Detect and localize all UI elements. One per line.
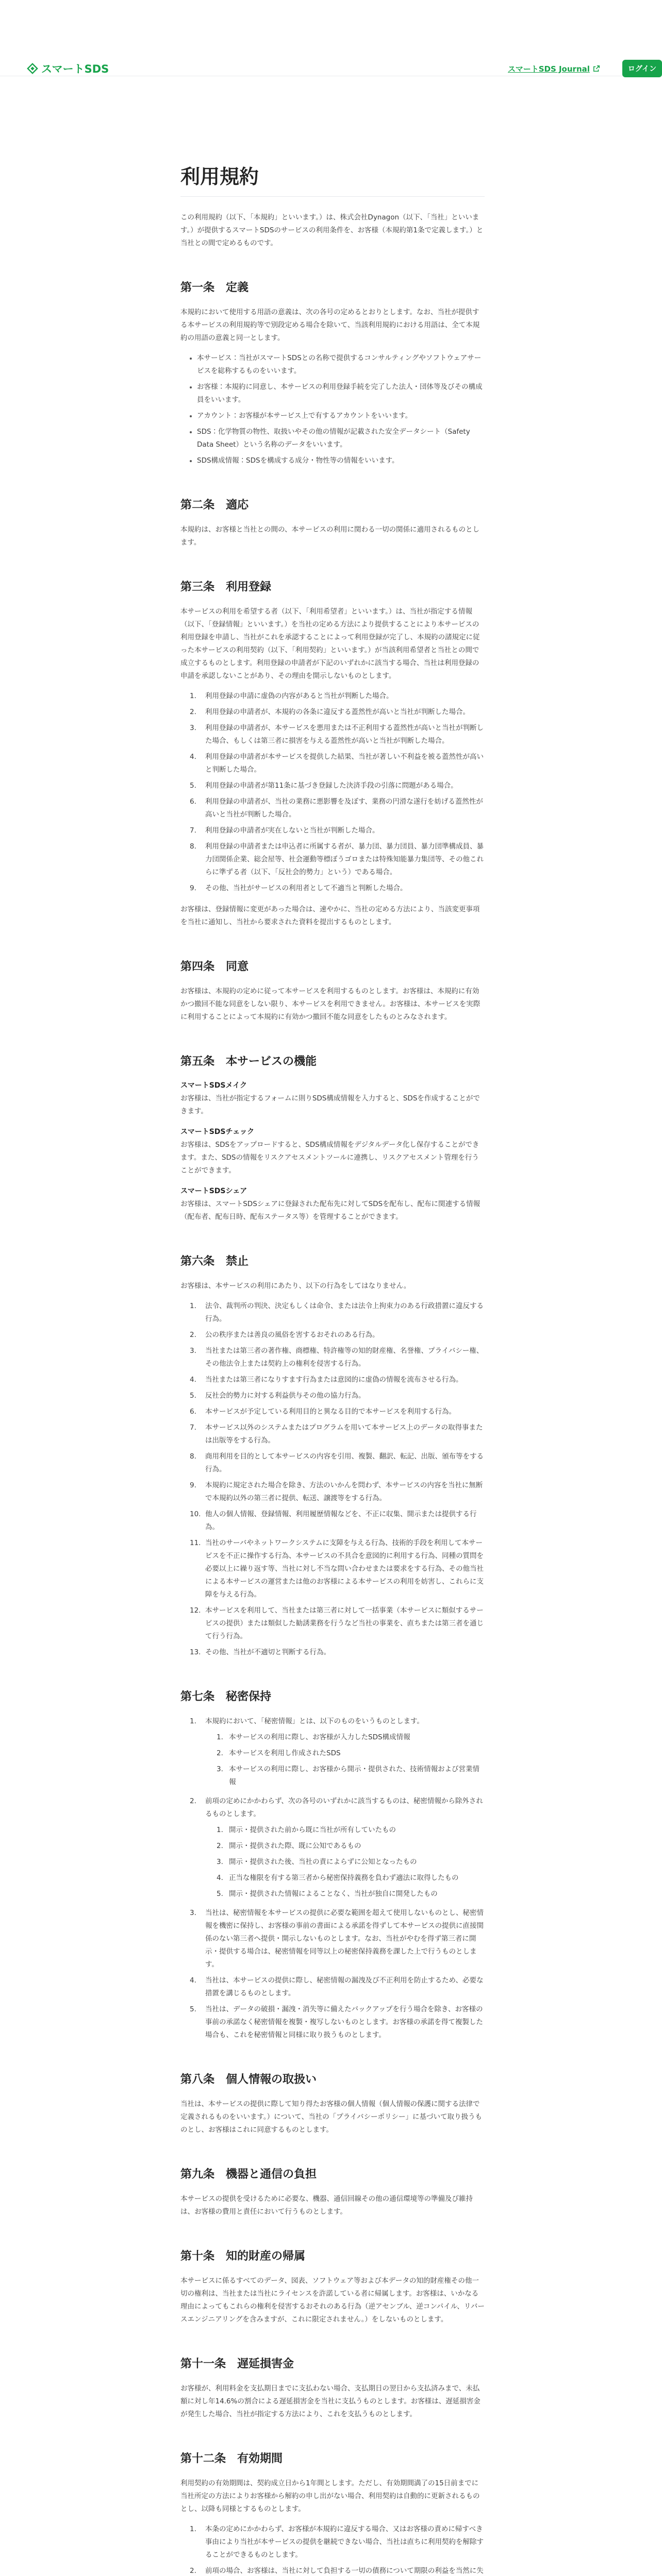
intro-text: この利用規約（以下、「本規約」といいます。）は、株式会社Dynagon（以下、「当社」といいます。）が提供するスマートSDSのサービスの利用条件を、お客様（本規約第1条で定義します。）と当社との間で定めるものです。	[180, 213, 484, 247]
item-text: 本サービスを利用して、当社または第三者に対して一括事業（本サービスに類似するサービスの提供）または類似した勧誘業務を行うなど当社の事業を、直ちまたは第三者を通じて行う行為。	[205, 1606, 484, 1640]
numbered-list	[190, 1300, 485, 1659]
article-section	[180, 2450, 485, 2576]
item-number: 1.	[190, 692, 196, 700]
definition-item: お客様：本規約に同意し、本サービスの利用登録手続を完了した法人・団体等及びその構成員をいいます。	[190, 381, 485, 406]
sub-item	[217, 1824, 485, 1837]
numbered-item	[190, 1479, 485, 1505]
article-paragraph: お客様が、利用料金を支払期日までに支払わない場合、支払期日の翌日から支払済みまで、未払額に対し年14.6%の割合による遅延損害金を当社に支払うものとします。お客様は、遅延損害金が発生した場合、当社が指定する方法により、これを支払うものとします。	[180, 2384, 481, 2418]
definition-list	[190, 352, 485, 467]
sub-list	[217, 1731, 485, 1789]
item-number: 2.	[190, 2567, 196, 2575]
item-text: 利用登録の申請者が、当社の業務に悪影響を及ぼす、業務の円滑な遂行を妨げる蓋然性が高いと当社が判断した場合。	[205, 798, 483, 819]
article-paragraph: 本サービスに係るすべてのデータ、図表、ソフトウェア等および本データの知的財産権その他一切の権利は、当社または当社にライセンスを許諾している者に帰属します。お客様は、いかなる理由によってもこれらの権利を侵害するおそれのある行為（逆アセンブル、逆コンパイル、リバースエンジニアリングを含みますが、これに限定されません。）をしないものとします。	[180, 2277, 485, 2324]
feature-description: お客様は、当社が指定するフォームに則りSDS構成情報を入力すると、SDSを作成することができます。	[180, 1094, 480, 1115]
article-title: 第九条 機器と通信の負担	[180, 2168, 317, 2181]
article-section	[180, 1252, 485, 1659]
article-section	[180, 1053, 485, 1224]
article-section	[180, 578, 485, 929]
item-text: 利用登録の申請者が第11条に基づき登録した決済手段の引落に問題がある場合。	[205, 782, 458, 790]
article-section	[180, 279, 485, 467]
item-number: 1.	[190, 1717, 196, 1725]
article-paragraph: 当社は、本サービスの提供に際して知り得たお客様の個人情報（個人情報の保護に関する法律で定義されるものをいいます。）について、当社の「プライバシーポリシー」に基づいて取り扱うものとし、お客様はこれに同意するものとします。	[180, 2100, 482, 2134]
sub-item-number: 3.	[217, 1765, 223, 1773]
item-text: 当社は、秘密情報を本サービスの提供に必要な範囲を超えて使用しないものとし、秘密情報を機密に保持し、お客様の事前の書面による承諾を得ずして本サービスの提供に直接関係のない第三者へ提供・開示しないものとします。なお、当社がやむを得ず第三者に開示・提供する場合は、秘密情報を同等以上の秘密保持義務を課した上で行うものとします。	[205, 1909, 484, 1969]
item-number: 8.	[190, 1452, 196, 1461]
sub-item-text: 開示・提供された後、当社の責によらずに公知となったもの	[229, 1858, 417, 1866]
numbered-item	[190, 1300, 485, 1326]
item-text: 反社会的勢力に対する利益供与その他の協力行為。	[205, 1392, 366, 1400]
definition-item: アカウント：お客様が本サービス上で有するアカウントをいいます。	[190, 410, 485, 422]
sub-item-text: 開示・提供された情報によることなく、当社が独自に開発したもの	[229, 1890, 438, 1898]
item-text: 法令、裁判所の判決、決定もしくは命令、または法令上拘束力のある行政措置に違反する行為。	[205, 1302, 484, 1323]
article-title: 第三条 利用登録	[180, 581, 272, 594]
numbered-item	[190, 1715, 485, 1792]
sub-item-number: 1.	[217, 1826, 223, 1834]
item-text: その他、当社がサービスの利用者として不適当と判断した場合。	[205, 884, 407, 892]
article-section	[180, 2165, 485, 2218]
item-text: 公の秩序または善良の風俗を害するおそれのある行為。	[205, 1331, 379, 1339]
numbered-item	[190, 706, 485, 719]
item-text: 利用登録の申請者が実在しないと当社が判断した場合。	[205, 826, 379, 835]
logo-icon	[27, 63, 38, 74]
sub-item-text: 本サービスを利用し作成されたSDS	[229, 1749, 341, 1757]
sub-item	[217, 1856, 485, 1869]
article-paragraph: 本規約において使用する用語の意義は、次の各号の定めるとおりとします。なお、当社が提供する本サービスの利用規約等で別段定める場合を除いて、当該利用規約における用語は、全て本規約の用語の意義と同一とします。	[180, 308, 480, 342]
item-body	[205, 1795, 485, 1904]
article-title: 第十条 知的財産の帰属	[180, 2250, 306, 2263]
numbered-item	[190, 824, 485, 837]
item-number: 13.	[190, 1648, 201, 1656]
feature-heading: スマートSDSシェア	[180, 1187, 247, 1195]
item-number: 7.	[190, 826, 196, 835]
item-text: 本サービスが予定している利用目的と異なる目的で本サービスを利用する行為。	[205, 1408, 456, 1416]
definition-item: SDS構成情報：SDSを構成する成分・物性等の情報をいいます。	[190, 454, 485, 467]
article-section	[180, 2247, 485, 2326]
numbered-list	[190, 1715, 485, 2042]
item-number: 6.	[190, 798, 196, 806]
article-section	[180, 1688, 485, 2042]
item-text: 本サービス以外のシステムまたはプログラムを用いて本サービス上のデータの取得事または出版等をする行為。	[205, 1423, 483, 1445]
article-section	[180, 496, 485, 549]
external-link-icon	[593, 65, 600, 72]
logo-text: スマートSDS	[41, 63, 109, 75]
item-number: 9.	[190, 1481, 196, 1489]
numbered-item	[190, 882, 485, 895]
sub-item-number: 4.	[217, 1874, 223, 1882]
item-number: 6.	[190, 1408, 196, 1416]
item-number: 10.	[190, 1510, 201, 1518]
item-text: 前項の場合、お客様は、当社に対して負担する一切の債務について期限の利益を当然に失	[205, 2567, 484, 2575]
articles-list	[180, 279, 485, 2576]
item-number: 1.	[190, 2525, 196, 2533]
article-title: 第四条 同意	[180, 960, 249, 973]
sub-item-text: 開示・提供された際、既に公知であるもの	[229, 1842, 361, 1850]
numbered-item	[190, 2523, 485, 2562]
item-body	[205, 2003, 485, 2042]
item-text: 当社は、データの破損・漏洩・消失等に備えたバックアップを行う場合を除き、お客様の事前の承諾なく秘密情報を複製・複写しないものとします。お客様の承諾を得て複製した場合も、これを秘密情報と同様に取り扱うものとします。	[205, 2005, 483, 2039]
sub-item	[217, 1872, 485, 1885]
sub-item-text: 本サービスの利用に際し、お客様から開示・提供された、技術情報および営業情報	[229, 1765, 479, 1786]
article-paragraph: お客様は、本規約の定めに従って本サービスを利用するものとします。お客様は、本規約に有効かつ撤回不能な同意をしない限り、本サービスを利用できません。お客様は、本サービスを実際に利用することによって本規約に有効かつ撤回不能な同意をしたものとみなされます。	[180, 987, 481, 1021]
sub-list	[217, 1824, 485, 1901]
item-number: 4.	[190, 753, 196, 761]
item-number: 7.	[190, 1423, 196, 1432]
feature-description: お客様は、スマートSDSシェアに登録された配布先に対してSDSを配布し、配布に関連する情報（配布者、配布日時、配布ステータス等）を管理することができます。	[180, 1200, 481, 1221]
article-paragraph: 本規約は、お客様と当社との間の、本サービスの利用に関わる一切の関係に適用されるものとします。	[180, 526, 479, 547]
item-number: 2.	[190, 1331, 196, 1339]
numbered-list	[190, 690, 485, 895]
article-section	[180, 958, 485, 1024]
item-text: 本規約において、「秘密情報」とは、以下のものをいうものとします。	[205, 1717, 424, 1725]
item-text: 前項の定めにかかわらず、次の各号のいずれかに該当するものは、秘密情報から除外されるものとします。	[205, 1797, 483, 1818]
item-number: 3.	[190, 1347, 196, 1355]
item-number: 5.	[190, 1392, 196, 1400]
numbered-item	[190, 1537, 485, 1601]
numbered-item	[190, 1646, 485, 1659]
sub-item-number: 2.	[217, 1842, 223, 1850]
sub-item	[217, 1747, 485, 1760]
sub-item-number: 5.	[217, 1890, 223, 1898]
item-number: 5.	[190, 2005, 196, 2013]
item-number: 5.	[190, 782, 196, 790]
item-text: 利用登録の申請者が、本サービスを悪用または不正利用する蓋然性が高いと当社が判断した場合、もしくは第三者に損害を与える蓋然性が高いと当社が判断した場合。	[205, 724, 484, 745]
item-number: 3.	[190, 1909, 196, 1917]
article-title: 第二条 適応	[180, 499, 249, 512]
article-paragraph: お客様は、登録情報に変更があった場合は、速やかに、当社の定める方法により、当該変更事項を当社に通知し、当社から要求された資料を提出するものとします。	[180, 905, 480, 926]
feature-heading: スマートSDSメイク	[180, 1081, 247, 1090]
feature-heading: スマートSDSチェック	[180, 1128, 255, 1136]
item-text: 利用登録の申請に虚偽の内容があると当社が判断した場合。	[205, 692, 393, 700]
item-body	[205, 1907, 485, 1971]
item-text: その他、当社が不適切と判断する行為。	[205, 1648, 330, 1656]
item-number: 4.	[190, 1976, 196, 1985]
numbered-item	[190, 1329, 485, 1342]
numbered-list	[190, 2523, 485, 2576]
article-paragraph: お客様は、本サービスの利用にあたり、以下の行為をしてはなりません。	[180, 1282, 411, 1290]
article-section	[180, 2355, 485, 2421]
site-logo[interactable]	[27, 61, 109, 76]
item-body	[205, 1974, 485, 2000]
article-title: 第十一条 遅延損害金	[180, 2358, 294, 2370]
journal-link[interactable]	[508, 63, 600, 74]
definition-item: SDS：化学物質の物性、取扱いやその他の情報が記載された安全データシート（Safety Data Sheet）という名称のデータをいいます。	[190, 426, 485, 451]
numbered-item	[190, 1907, 485, 1971]
page-title: 利用規約	[180, 161, 485, 197]
article-paragraph: 本サービスの利用を希望する者（以下、「利用希望者」といいます。）は、当社が指定する情報（以下、「登録情報」といいます。）を当社の定める方法により提供することにより本サービスの利用登録を申請し、当社がこれを承認することによって利用登録が完了し、本規約の諸規定に従った本サービスの利用契約（以下、「利用契約」といいます。）が当該利用希望者と当社との間で成立するものとします。利用登録の申請者が下記のいずれかに該当する場合、当社は利用登録の申請を承認しないことがあり、その理由を開示しないものとします。	[180, 607, 480, 680]
item-text: 当社または第三者の著作権、商標権、特許権等の知的財産権、名誉権、プライバシー権、その他法令上または契約上の権利を侵害する行為。	[205, 1347, 484, 1368]
sub-item-number: 2.	[217, 1749, 223, 1757]
item-number: 11.	[190, 1539, 201, 1547]
numbered-item	[190, 2565, 485, 2576]
numbered-item	[190, 840, 485, 879]
article-title: 第六条 禁止	[180, 1255, 249, 1268]
numbered-item	[190, 795, 485, 821]
numbered-item	[190, 1374, 485, 1386]
item-text: 本規約に規定された場合を除き、方法のいかんを問わず、本サービスの内容を当社に無断で本規約以外の第三者に提供、転送、譲渡等をする行為。	[205, 1481, 483, 1502]
sub-item-text: 開示・提供された前から既に当社が所有していたもの	[229, 1826, 396, 1834]
item-number: 1.	[190, 1302, 196, 1310]
numbered-item	[190, 1604, 485, 1643]
article-paragraph: 本サービスの提供を受けるために必要な、機器、通信回線その他の通信環境等の準備及び維持は、お客様の費用と責任において行うものとします。	[180, 2195, 473, 2216]
item-number: 8.	[190, 842, 196, 851]
item-number: 3.	[190, 724, 196, 732]
numbered-item	[190, 751, 485, 776]
sub-item	[217, 1763, 485, 1789]
numbered-item	[190, 779, 485, 792]
article-paragraph: 利用契約の有効期間は、契約成立日から1年間とします。ただし、有効期間満了の15日前までに当社所定の方法によりお客様から解約の申し出がない場合、利用契約は自動的に更新されるものとし、以降も同様とするものとします。	[180, 2479, 480, 2513]
item-text: 本条の定めにかかわらず、お客様が本規約に違反する場合、又はお客様の責めに帰すべき事由により当社が本サービスの提供を継続できない場合、当社は直ちに利用契約を解除することができるものとします。	[205, 2525, 484, 2559]
article-title: 第五条 本サービスの機能	[180, 1055, 317, 1068]
item-text: 利用登録の申請者が本サービスを提供した結果、当社が著しい不利益を被る蓋然性が高いと判断した場合。	[205, 753, 484, 774]
article-title: 第十二条 有効期間	[180, 2452, 283, 2465]
sub-item	[217, 1840, 485, 1853]
numbered-item	[190, 722, 485, 748]
numbered-item	[190, 1974, 485, 2000]
sub-item-number: 1.	[217, 1733, 223, 1741]
item-text: 商用利用を目的として本サービスの内容を引用、複製、翻訳、転記、出版、頒布等をする行為。	[205, 1452, 484, 1473]
article-title: 第一条 定義	[180, 281, 249, 294]
item-text: 当社のサーバやネットワークシステムに支障を与える行為、技術的手段を利用して本サービスを不正に操作する行為、本サービスの不具合を意図的に利用する行為、同種の質問を必要以上に繰り返す等、当社に対し不当な問い合わせまたは要求をする行為、その他当社による本サービスの運営または他のお客様による本サービスの利用を妨害し、これらに支障を与える行為。	[205, 1539, 484, 1599]
item-number: 12.	[190, 1606, 201, 1615]
item-number: 9.	[190, 884, 196, 892]
site-header	[0, 0, 662, 76]
numbered-item	[190, 1421, 485, 1447]
item-text: 当社は、本サービスの提供に際し、秘密情報の漏洩及び不正利用を防止するため、必要な措置を講じるものとします。	[205, 1976, 484, 1997]
journal-link-label: スマートSDS Journal	[508, 64, 590, 74]
sub-item-text: 正当な権限を有する第三者から秘密保持義務を負わず適法に取得したもの	[229, 1874, 459, 1882]
numbered-item	[190, 1795, 485, 1904]
numbered-item	[190, 1389, 485, 1402]
numbered-item	[190, 1405, 485, 1418]
item-number: 2.	[190, 708, 196, 716]
item-text: 他人の個人情報、登録情報、利用履歴情報などを、不正に収集、開示または提供する行為。	[205, 1510, 477, 1531]
article-title: 第八条 個人情報の取扱い	[180, 2073, 317, 2086]
sub-item-number: 3.	[217, 1858, 223, 1866]
feature-description: お客様は、SDSをアップロードすると、SDS構成情報をデジタルデータ化し保存することができます。また、SDSの情報をリスクアセスメントツールに連携し、リスクアセスメント管理を行うことができます。	[180, 1141, 479, 1175]
numbered-item	[190, 2003, 485, 2042]
item-text: 当社または第三者になりすます行為または意図的に虚偽の情報を流布させる行為。	[205, 1376, 463, 1384]
article-section	[180, 2071, 485, 2137]
login-button[interactable]: ログイン	[622, 60, 662, 77]
item-number: 2.	[190, 1797, 196, 1805]
definition-item: 本サービス：当社がスマートSDSとの名称で提供するコンサルティングやソフトウェアサービスを総称するものをいいます。	[190, 352, 485, 378]
numbered-item	[190, 1508, 485, 1534]
sub-item	[217, 1888, 485, 1901]
article-title: 第七条 秘密保持	[180, 1690, 272, 1703]
item-body	[205, 1715, 485, 1792]
item-text: 利用登録の申請者または申込者に所属する者が、暴力団、暴力団員、暴力団準構成員、暴力団関係企業、総会屋等、社会運動等標ぼうゴロまたは特殊知能暴力集団等、その他これらに準ずる者（以下、「反社会的勢力」という）である場合。	[205, 842, 484, 876]
numbered-item	[190, 1345, 485, 1370]
item-number: 4.	[190, 1376, 196, 1384]
sub-item-text: 本サービスの利用に際し、お客様が入力したSDS構成情報	[229, 1733, 410, 1741]
item-text: 利用登録の申請者が、本規約の各条に違反する蓋然性が高いと当社が判断した場合。	[205, 708, 470, 716]
terms-content	[180, 161, 485, 2576]
numbered-item	[190, 690, 485, 703]
sub-item	[217, 1731, 485, 1744]
numbered-item	[190, 1450, 485, 1476]
